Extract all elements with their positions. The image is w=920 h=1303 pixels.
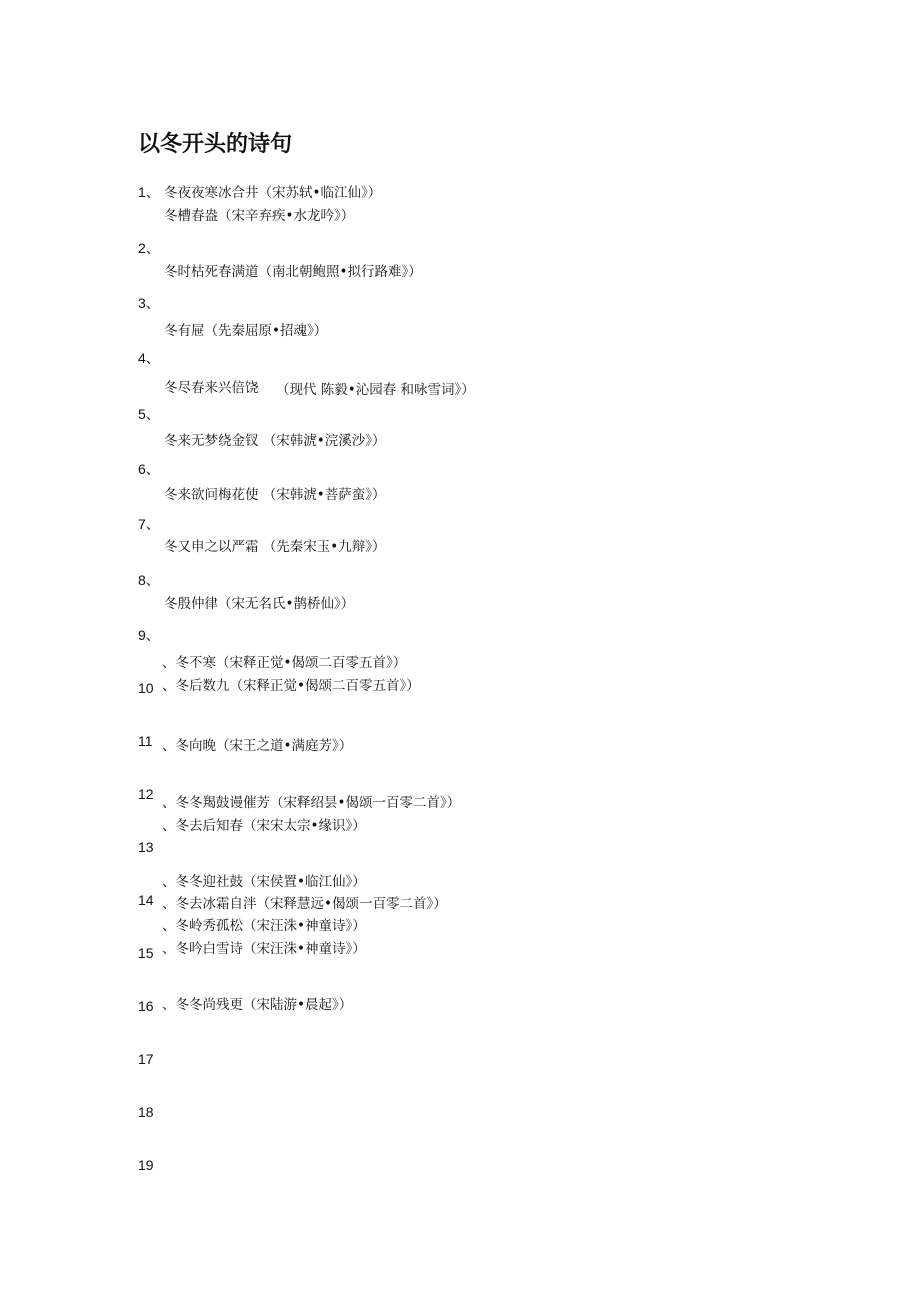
item-number: 17 [138,1051,154,1067]
item-number: 16 [138,998,154,1014]
verse-line: 、冬去冰霜自泮（宋释慧远•偈颂一百零二首》） [162,896,447,912]
item-number: 5、 [138,406,160,422]
verse-line: 、冬岭秀孤松（宋汪洙•神童诗》） [162,918,366,934]
item-number: 8、 [138,572,160,588]
item-number: 2、 [138,240,160,256]
verse-line: 、冬后数九（宋释正觉•偈颂二百零五首》） [162,678,420,694]
verse-line: 、冬冬尚残更（宋陆游•晨起》） [162,997,353,1013]
verse-line: 冬有屉（先秦屈原•招魂》） [164,323,328,339]
item-number: 3、 [138,295,160,311]
item-number: 14 [138,892,154,908]
item-number: 7、 [138,516,160,532]
item-number: 6、 [138,461,160,477]
verse-line: 、冬不寒（宋释正觉•偈颂二百零五首》） [162,655,407,671]
verse-line: 冬来无梦绕金钗 （宋韩淲•浣溪沙》） [164,433,386,449]
verse-line: 冬来欲问梅花使 （宋韩淲•菩萨蛮》） [164,487,386,503]
verse-line: （现代 陈毅•沁园春 和咏雪词》） [276,382,475,398]
verse-line: 、冬冬羯鼓谩催芳（宋释绍昙•偈颂一百零二首》） [162,795,461,811]
verse-line: 冬殷仲律（宋无名氏•鹊桥仙》） [164,596,355,612]
item-number: 15 [138,945,154,961]
verse-line: 冬槽春盎（宋辛弃疾•水龙吟》） [164,208,355,224]
item-number: 13 [138,839,154,855]
verse-line: 、冬冬迎社鼓（宋侯置•临江仙》） [162,874,366,890]
item-number: 9、 [138,627,160,643]
verse-line: 冬夜夜寒冰合井（宋苏轼•临江仙》） [164,185,382,201]
item-number: 10 [138,680,154,696]
verse-line: 冬尽春来兴倍饶 [164,380,259,396]
item-number: 12 [138,786,154,802]
verse-line: 冬又申之以严霜 （先秦宋玉•九辩》） [164,539,386,555]
item-number: 1、 [138,184,160,200]
verse-line: 、冬去后知春（宋宋太宗•缘识》） [162,818,366,834]
item-number: 4、 [138,350,160,366]
verse-line: 、冬向晚（宋王之道•满庭芳》） [162,738,353,754]
item-number: 19 [138,1157,154,1173]
item-number: 11 [138,733,153,749]
verse-line: 冬时枯死春满道（南北朝鲍照•拟行路难》） [164,264,422,280]
item-number: 18 [138,1104,154,1120]
verse-line: 、冬吟白雪诗（宋汪洙•神童诗》） [162,941,366,957]
page-title: 以冬开头的诗句 [138,132,293,157]
